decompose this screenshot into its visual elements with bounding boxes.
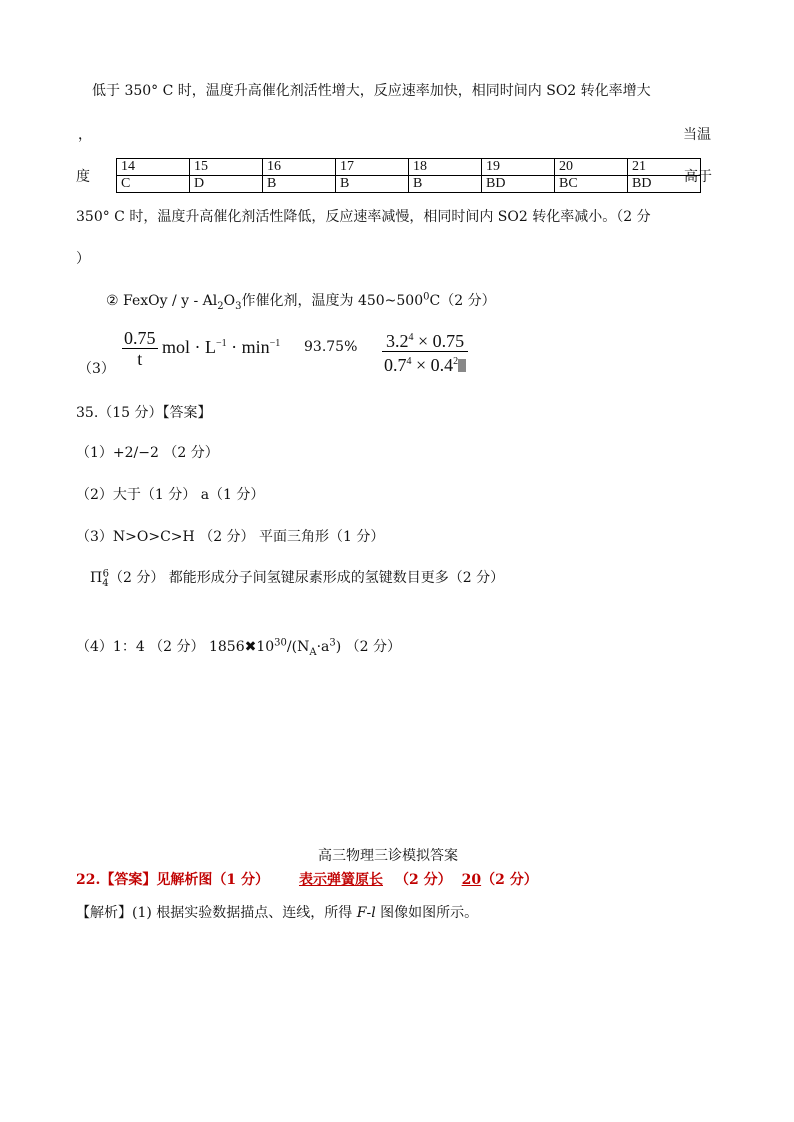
k-expression [382, 328, 468, 375]
q35-l5-a: （4）1：4 （2 分） 1856 [76, 639, 245, 655]
k-num-exp: 4 [408, 332, 414, 343]
catalyst-mid: O [223, 293, 236, 309]
q35-l5-c: /(N [286, 639, 310, 655]
table-cell: 19 [482, 159, 555, 176]
q35-line-4-rest: （2 分） 都能形成分子间氢键尿素形成的氢键数目更多（2 分） [108, 570, 505, 586]
table-cell: B [263, 176, 336, 193]
catalyst-prefix: ② FexOy / y - Al [106, 293, 218, 309]
table-cell: B [336, 176, 409, 193]
rate-fraction [122, 328, 158, 369]
table-cell: BD [628, 176, 701, 193]
k-den-base: 0.7 [384, 355, 407, 375]
rate-exp2: −1 [269, 337, 281, 349]
table-cell: 20 [555, 159, 628, 176]
catalyst-sub: 2 [217, 300, 224, 312]
table-cell: C [117, 176, 190, 193]
k-fraction [382, 328, 468, 375]
para-dangwen: 当温 [683, 127, 711, 143]
q22-answer-b: 表示弹簧原长 [298, 872, 383, 888]
q22-answer-line [76, 869, 538, 889]
para-line-3: 350° C 时，温度升高催化剂活性降低，反应速率减慢，相同时间内 SO2 转化率减小。（2 分 [76, 209, 651, 225]
q22-answer-c: （2 分） [394, 872, 452, 888]
pi-sup: 6 [102, 568, 109, 580]
analysis-line [76, 902, 478, 922]
rate-unit [162, 337, 280, 357]
q22-answer-a: 22.【答案】见解析图（1 分） [76, 872, 269, 888]
rate-exp1: −1 [215, 337, 227, 349]
table-cell: BD [482, 176, 555, 193]
rate-denominator: t [137, 349, 143, 369]
k-numerator [382, 328, 468, 352]
percent-value: 93.75% [304, 339, 358, 355]
catalyst-sup: 0 [423, 291, 430, 303]
table-cell: 17 [336, 159, 409, 176]
para-line-1: 低于 350° C 时，温度升高催化剂活性增大，反应速率加快，相同时间内 SO2 转化率增大 [92, 83, 651, 99]
rate-expression [122, 328, 280, 369]
multiply-icon: ✖ [244, 639, 257, 655]
para-gaoyu: 高于 [684, 169, 712, 185]
pi-symbol: Π [90, 570, 103, 586]
analysis-a: 【解析】(1) 根据实验数据描点、连线，所得 [76, 905, 357, 921]
table-cell: B [409, 176, 482, 193]
answer-table [116, 158, 701, 193]
para-close: ） [76, 251, 90, 267]
table-cell: 18 [409, 159, 482, 176]
catalyst-suffix: C（2 分） [429, 293, 496, 309]
q35-l5-b: 10 [256, 639, 275, 655]
catalyst-sub2: 3 [235, 300, 242, 312]
pi-sub: 4 [102, 577, 109, 589]
k-den-exp2: 2 [453, 356, 459, 367]
k-den-exp: 4 [406, 356, 412, 367]
q35-line-2: （2）大于（1 分） a（1 分） [76, 487, 265, 503]
k-num-rest: × 0.75 [413, 331, 465, 351]
table-cell: 14 [117, 159, 190, 176]
q35-line-1: （1）+2/−2 （2 分） [76, 445, 219, 461]
answer-table-answers-row [117, 176, 701, 193]
q35-l5-sup: 30 [274, 637, 287, 649]
q22-answer-d: 20 [461, 872, 482, 888]
q35-line-5 [76, 636, 401, 658]
analysis-l: l [371, 905, 376, 921]
catalyst-line [106, 290, 496, 312]
q35-title: 35.（15 分）【答案】 [76, 405, 212, 421]
k-denominator [382, 352, 468, 375]
table-cell: BC [555, 176, 628, 193]
q35-line-3: （3）N>O>C>H （2 分） 平面三角形（1 分） [76, 529, 385, 545]
q35-l5-d: ·a [316, 639, 330, 655]
rate-numerator: 0.75 [124, 328, 156, 348]
analysis-f: F [356, 905, 367, 921]
part3-label: （3） [78, 361, 115, 377]
analysis-b: 图像如图所示。 [375, 905, 479, 921]
physics-heading: 高三物理三诊模拟答案 [318, 848, 458, 864]
rate-unit-text: mol · L [161, 336, 216, 357]
analysis-dash: - [366, 905, 372, 921]
table-cell: 16 [263, 159, 336, 176]
k-den-rest: × 0.4 [411, 355, 454, 375]
answer-table-numbers-row [117, 159, 701, 176]
q35-l5-sub: A [309, 646, 317, 658]
q35-l5-e: ) （2 分） [335, 639, 402, 655]
cursor-artifact-icon [458, 359, 466, 372]
table-cell: 21 [628, 159, 701, 176]
q22-answer-e: （2 分） [481, 872, 538, 888]
q35-line-4 [90, 567, 504, 589]
para-du: 度 [76, 169, 90, 185]
q35-l5-sup2: 3 [329, 637, 336, 649]
catalyst-text: 作催化剂，温度为 450~500 [241, 293, 424, 309]
table-cell: 15 [190, 159, 263, 176]
para-comma: ， [78, 127, 92, 143]
k-num-base: 3.2 [386, 331, 409, 351]
table-cell: D [190, 176, 263, 193]
rate-min: · min [226, 336, 270, 357]
